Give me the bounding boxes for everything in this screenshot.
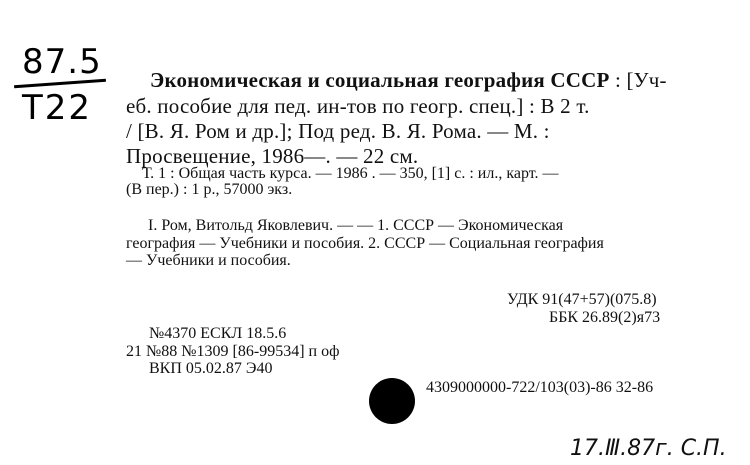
shelf-mark-top: 87.5 [22,42,102,82]
tracings-line-3: — Учебники и пособия. [126,252,291,269]
registry-line-1: №4370 ЕСКЛ 18.5.6 [149,325,287,342]
registry-line-2: 21 №88 №1309 [86-99534] п оф [126,343,340,360]
udk-code: УДК 91(47+57)(075.8) [507,291,657,308]
description-line-3: / [В. Я. Ром и др.]; Под ред. В. Я. Рома. — М. : [126,119,550,143]
card-punch-hole [369,378,415,424]
tracings-line-2: география — Учебники и пособия. 2. СССР — Социальная география [126,235,604,252]
volume-line-2: (В пер.) : 1 р., 57000 экз. [126,181,293,198]
description-line-2: еб. пособие для пед. ин-тов по геогр. спец.] : В 2 т. [126,94,590,118]
tracings-line-1: I. Ром, Витольд Яковлевич. — — 1. СССР — Экономическая [148,217,564,234]
registry-line-3: ВКП 05.02.87 Э40 [149,360,273,377]
isbn-line: 4309000000-722/103(03)-86 32-86 [426,379,654,396]
description-line-1-rest: : [Уч- [614,68,667,92]
description-line-4: Просвещение, 1986—. — 22 см. [126,144,419,168]
bbk-code: ББК 26.89(2)я73 [549,309,661,326]
volume-line-1: Т. 1 : Общая часть курса. — 1986 . — 350, [1] с. : ил., карт. — [142,165,559,182]
description-line-1 [150,70,667,91]
handwritten-signature: 17.Ⅲ.87г. С.П. [570,436,727,461]
book-title: Экономическая и социальная география СССР [150,68,610,92]
shelf-mark-bottom: Т22 [22,88,93,128]
